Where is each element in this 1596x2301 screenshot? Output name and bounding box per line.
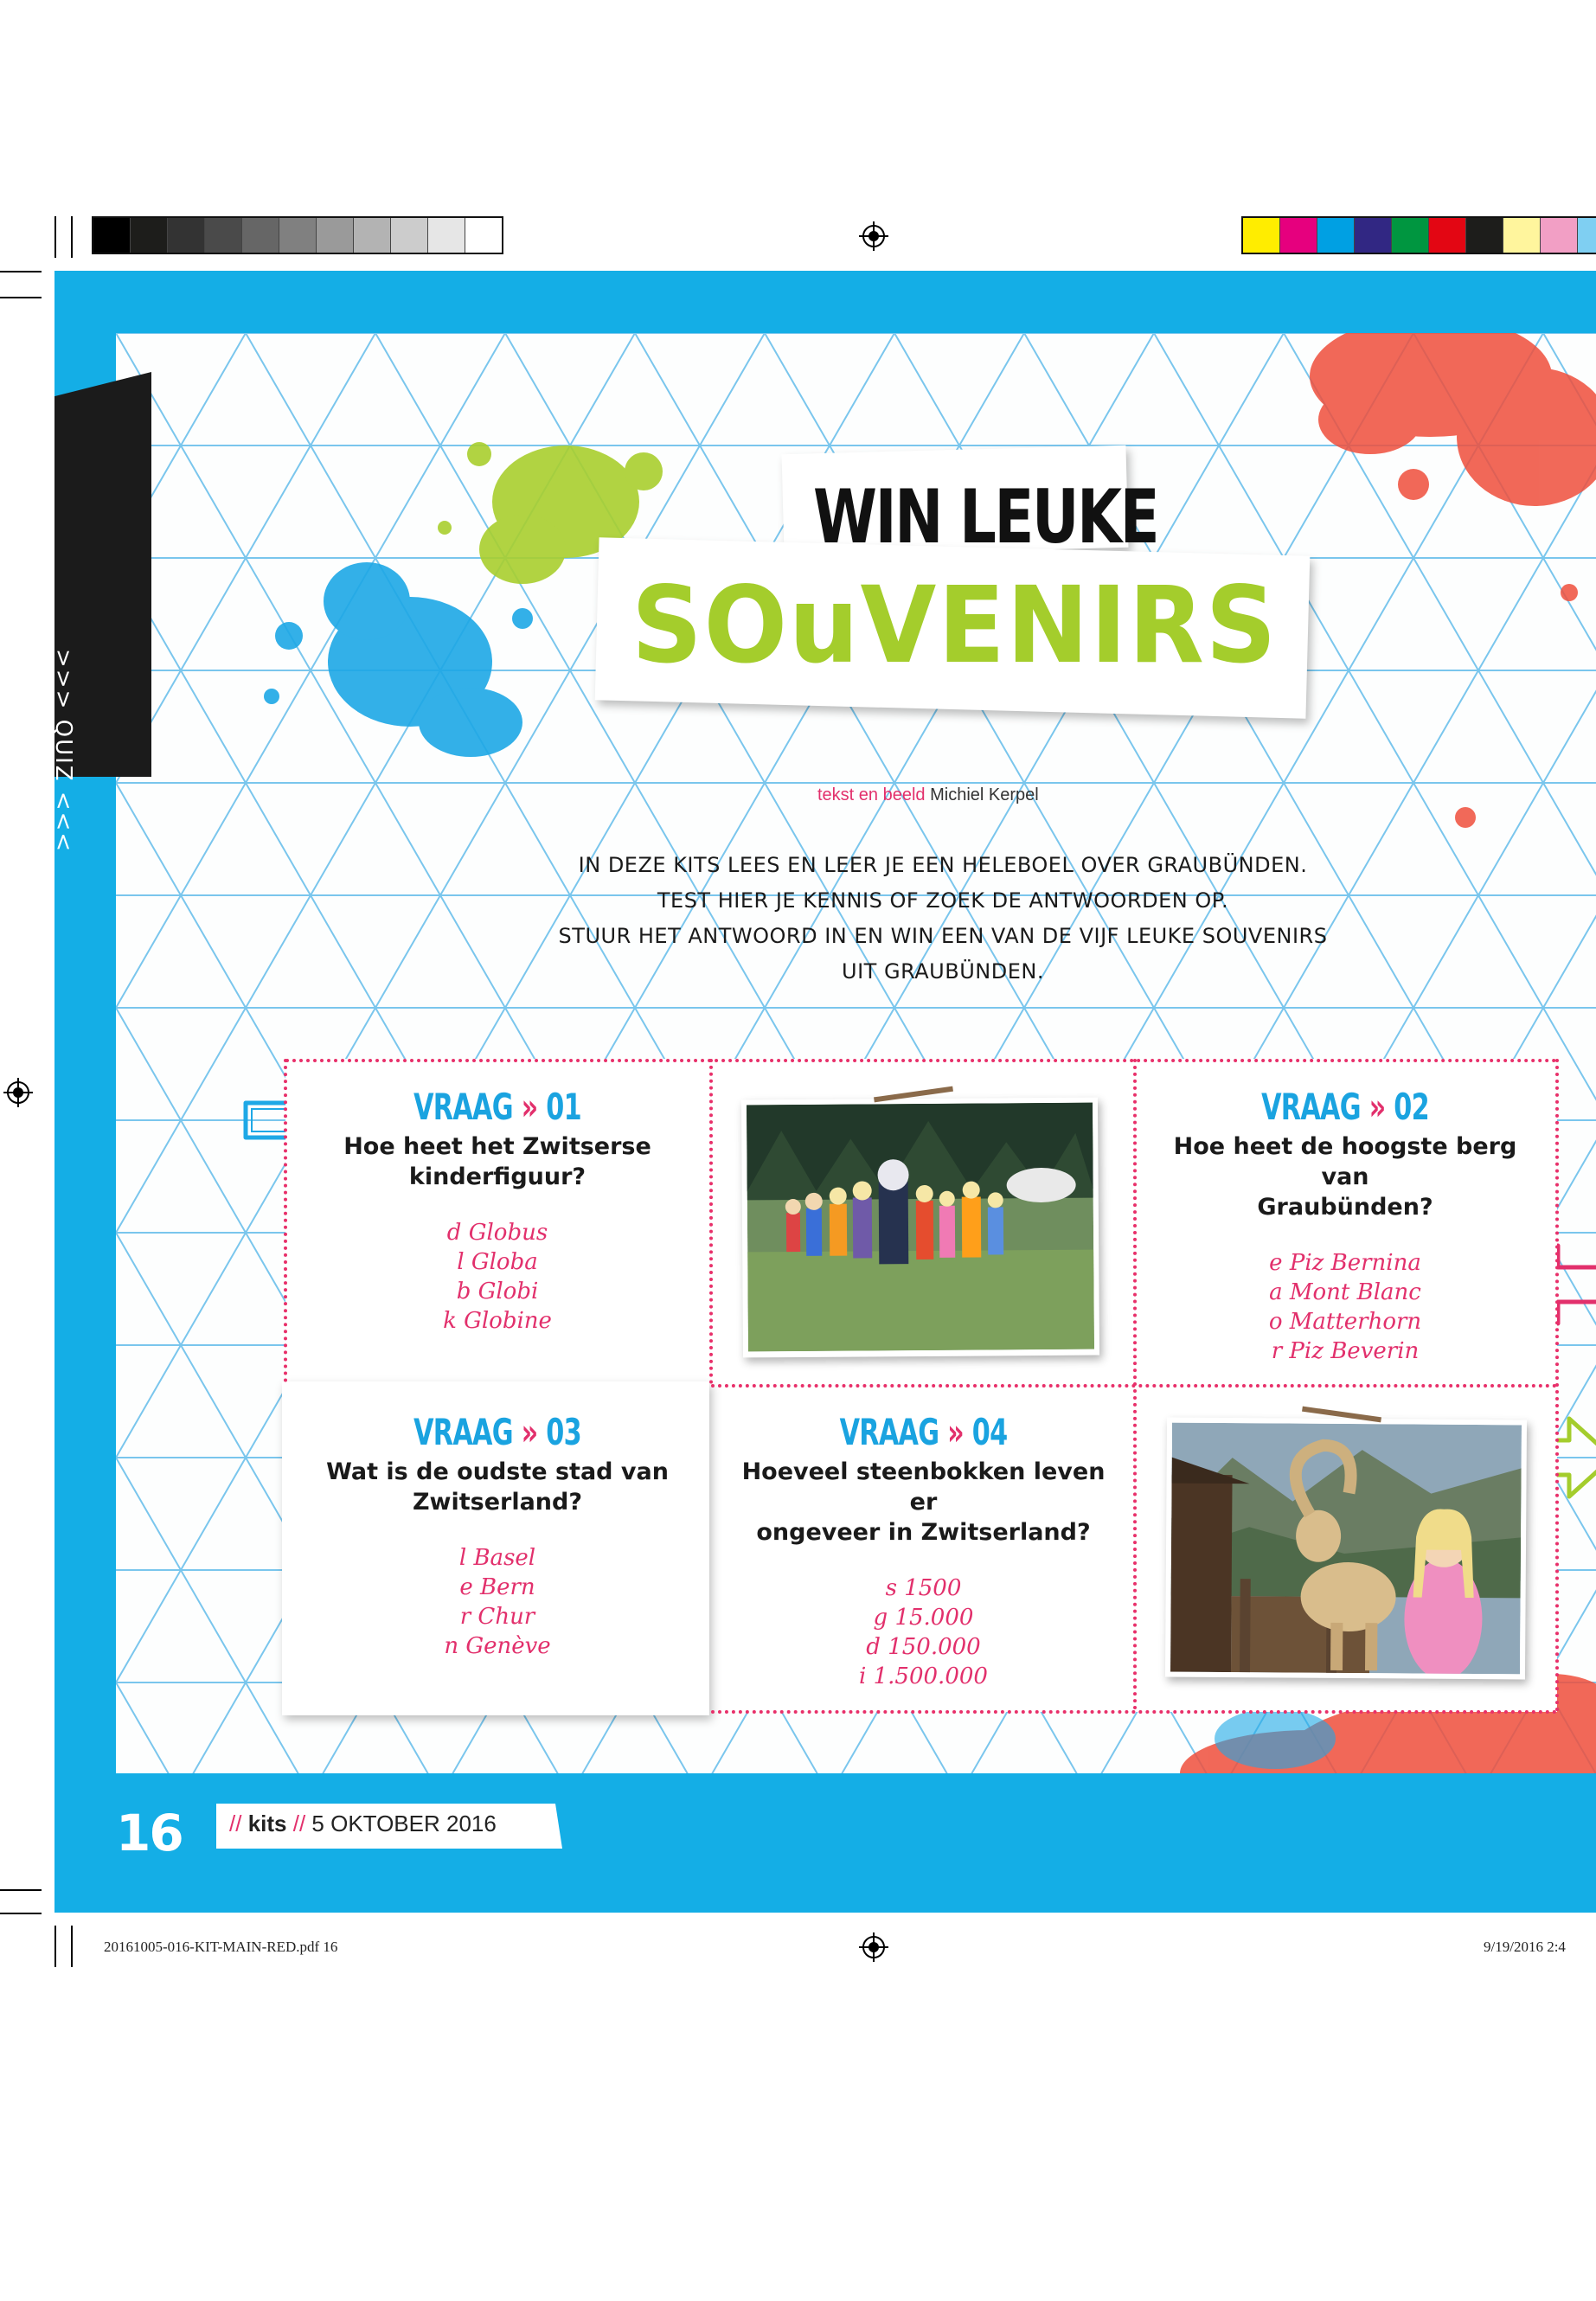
question-label: VRAAG » 04 — [839, 1411, 1008, 1453]
calibration-swatch — [354, 218, 391, 253]
question-text: Hoeveel steenbokken leven er ongeveer in Zwitserland? — [741, 1458, 1106, 1546]
question-label: VRAAG » 01 — [413, 1086, 581, 1128]
answer-option: d Globus — [446, 1220, 548, 1246]
registration-mark-icon — [3, 1078, 33, 1107]
grid-divider — [1555, 1059, 1559, 1712]
calibration-swatch — [1429, 218, 1466, 253]
registration-mark-icon — [859, 1932, 888, 1962]
section-tab-label: >>> QUIZ <<< — [50, 649, 76, 854]
page-title-line1: WIN LEUKE — [813, 474, 1158, 561]
footer-info — [229, 1811, 497, 1837]
question-block-2 — [1151, 1086, 1540, 1366]
question-label: VRAAG » 02 — [1261, 1086, 1429, 1128]
answer-option: s 1500 — [885, 1575, 962, 1601]
footer-separator: // — [229, 1811, 242, 1836]
intro-line: STUUR HET ANTWOORD IN EN WIN EEN VAN DE VIJF LEUKE SOUVENIRS — [558, 924, 1328, 948]
answer-option: g 15.000 — [873, 1605, 974, 1631]
calibration-swatch — [1317, 218, 1355, 253]
calibration-swatch — [317, 218, 354, 253]
color-calibration-bar — [1241, 216, 1596, 254]
answer-option: r Chur — [459, 1604, 535, 1630]
calibration-swatch — [279, 218, 317, 253]
byline — [817, 785, 1039, 805]
calibration-swatch — [465, 218, 502, 253]
question-label: VRAAG » 03 — [413, 1411, 581, 1453]
calibration-swatch — [1466, 218, 1503, 253]
photo-girl-ibex — [1165, 1418, 1527, 1680]
publication-date: 5 OKTOBER 2016 — [311, 1811, 497, 1836]
crop-mark — [54, 1926, 56, 1967]
slug-filename: 20161005-016-KIT-MAIN-RED.pdf 16 — [104, 1939, 338, 1955]
calibration-swatch — [1392, 218, 1429, 253]
byline-name: Michiel Kerpel — [930, 785, 1039, 804]
intro-line: UIT GRAUBÜNDEN. — [842, 959, 1044, 984]
photo-children-image — [747, 1103, 1094, 1352]
answer-option: r Piz Beverin — [1271, 1338, 1420, 1364]
crop-mark — [0, 297, 42, 298]
answer-option: e Bern — [459, 1574, 535, 1600]
answer-options — [298, 1543, 696, 1661]
answer-option: d 150.000 — [866, 1634, 981, 1660]
question-block-1 — [298, 1086, 696, 1336]
crop-mark — [0, 271, 42, 272]
question-text: Wat is de oudste stad van Zwitserland? — [326, 1458, 669, 1516]
crop-mark — [0, 1913, 42, 1914]
grid-divider — [1133, 1059, 1137, 1710]
crop-mark — [71, 1926, 73, 1967]
answer-options — [1151, 1248, 1540, 1366]
question-text: Hoe heet het Zwitserse kinderfiguur? — [343, 1133, 651, 1190]
grid-divider — [709, 1059, 713, 1384]
answer-option: e Piz Bernina — [1269, 1250, 1421, 1276]
photo-ibex-image — [1170, 1423, 1522, 1675]
intro-line: IN DEZE KITS LEES EN LEER JE EEN HELEBOEL OVER GRAUBÜNDEN. — [578, 853, 1308, 877]
answer-options — [727, 1574, 1120, 1691]
grid-divider — [285, 1059, 1557, 1062]
byline-label: tekst en beeld — [817, 785, 926, 804]
answer-options — [298, 1218, 696, 1336]
answer-option: a Mont Blanc — [1269, 1279, 1421, 1305]
crop-mark — [0, 1889, 42, 1891]
calibration-swatch — [1541, 218, 1578, 253]
calibration-swatch — [1578, 218, 1596, 253]
calibration-swatch — [1280, 218, 1317, 253]
calibration-swatch — [93, 218, 131, 253]
grid-divider — [284, 1059, 287, 1382]
page-number: 16 — [116, 1804, 183, 1862]
photo-children-mascot — [741, 1098, 1099, 1358]
answer-option: o Matterhorn — [1268, 1309, 1422, 1335]
calibration-swatch — [205, 218, 242, 253]
footer-separator: // — [292, 1811, 306, 1836]
intro-text — [467, 848, 1419, 990]
question-block-3 — [298, 1412, 696, 1661]
crop-mark — [54, 216, 56, 258]
calibration-swatch — [242, 218, 279, 253]
question-text: Hoe heet de hoogste berg van Graubünden? — [1173, 1133, 1517, 1221]
question-block-4 — [727, 1412, 1120, 1691]
answer-option: b Globi — [456, 1279, 539, 1304]
answer-option: l Globa — [457, 1249, 538, 1275]
grid-divider — [711, 1710, 1557, 1714]
crop-mark — [71, 216, 73, 258]
slug-date: 9/19/2016 2:4 — [1484, 1939, 1566, 1955]
calibration-swatch — [168, 218, 205, 253]
intro-line: TEST HIER JE KENNIS OF ZOEK DE ANTWOORDEN OP. — [657, 888, 1229, 913]
calibration-swatch — [1243, 218, 1280, 253]
registration-mark-icon — [859, 221, 888, 251]
calibration-swatch — [1503, 218, 1541, 253]
grayscale-calibration-bar — [92, 216, 503, 254]
answer-option: i 1.500.000 — [859, 1663, 988, 1689]
page-title-line2: SOuVENIRS — [631, 564, 1279, 687]
answer-option: l Basel — [458, 1545, 536, 1571]
answer-option: n Genève — [444, 1633, 551, 1659]
calibration-swatch — [391, 218, 428, 253]
calibration-swatch — [131, 218, 168, 253]
calibration-swatch — [1355, 218, 1392, 253]
publication-name: kits — [247, 1811, 287, 1836]
calibration-swatch — [428, 218, 465, 253]
answer-option: k Globine — [443, 1308, 552, 1334]
